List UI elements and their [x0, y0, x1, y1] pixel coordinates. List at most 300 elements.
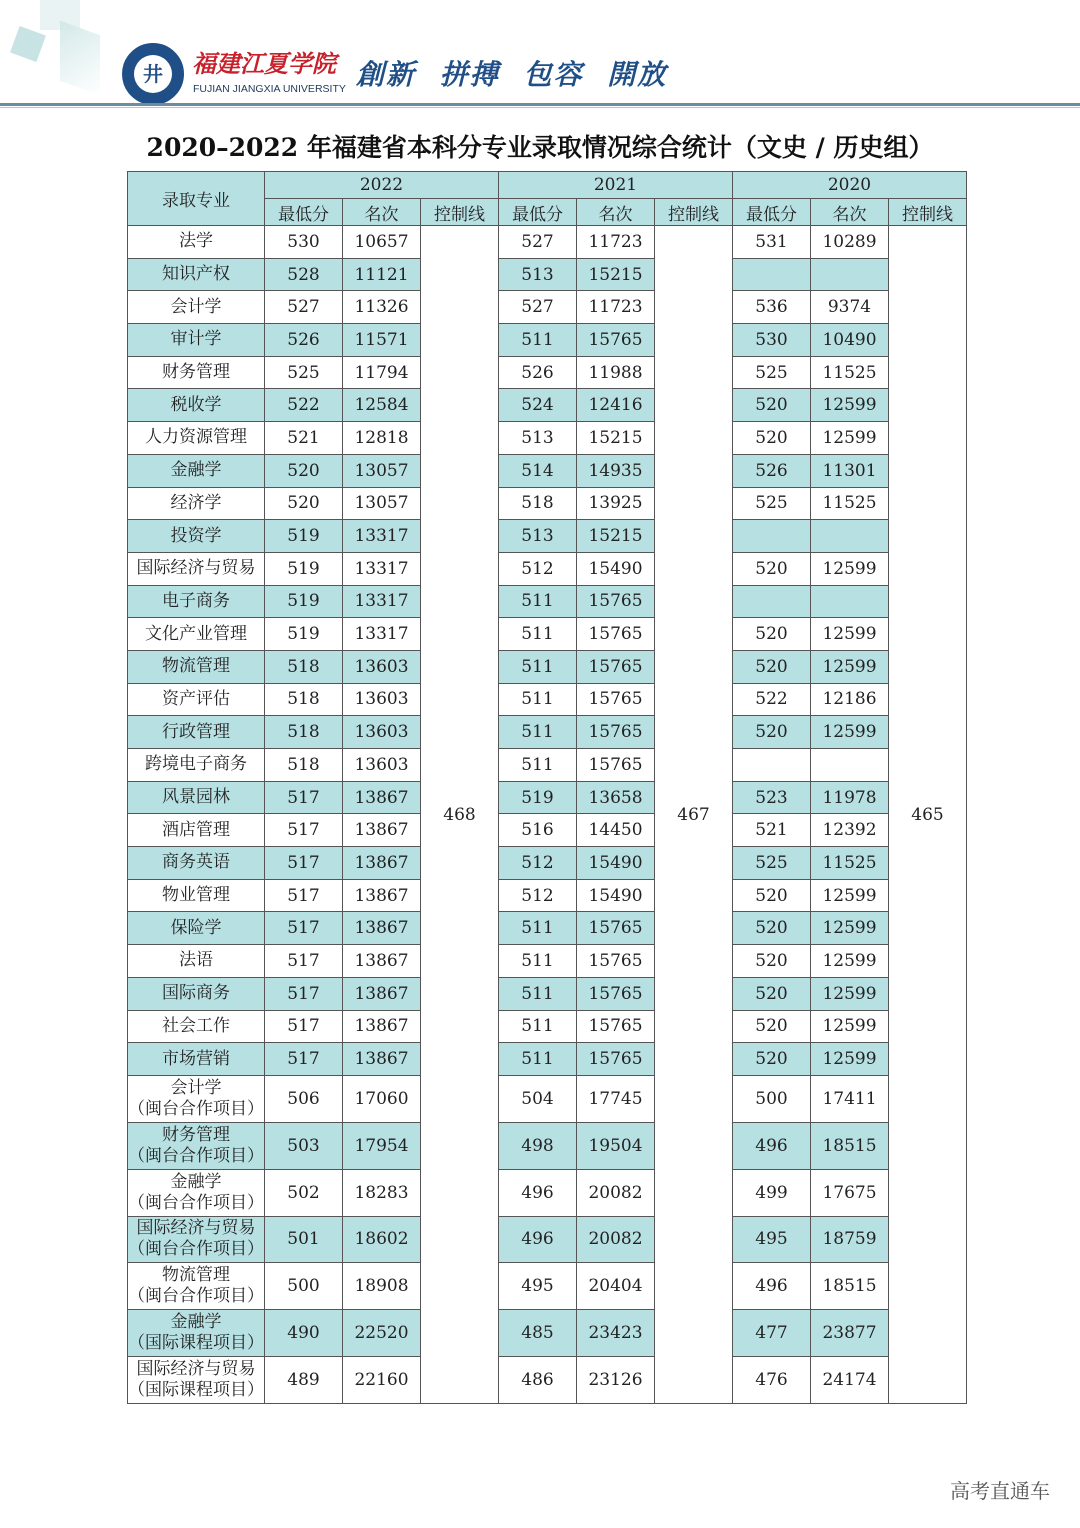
major-header: 录取专业	[128, 172, 265, 226]
min-score-cell: 525	[265, 356, 343, 389]
table-row	[128, 291, 967, 324]
min-score-cell: 521	[265, 422, 343, 455]
major-name-cell	[128, 879, 265, 912]
rank-cell: 12599	[811, 552, 889, 585]
major-name-cell	[128, 1310, 265, 1357]
major-name: 金融学	[170, 1312, 222, 1333]
major-note: （闽台合作项目）	[128, 1145, 264, 1166]
rank-cell: 12599	[811, 618, 889, 651]
rank-cell: 23423	[577, 1310, 655, 1357]
min-score-cell: 511	[499, 912, 577, 945]
rank-cell: 13867	[343, 1043, 421, 1076]
sub-header: 最低分	[733, 199, 811, 226]
major-name: 风景园林	[162, 787, 230, 808]
min-score-cell: 511	[499, 324, 577, 357]
min-score-cell	[733, 749, 811, 782]
rank-cell: 12818	[343, 422, 421, 455]
rank-cell: 12584	[343, 389, 421, 422]
university-name-cn: 福建江夏学院	[192, 49, 336, 78]
major-name: 跨境电子商务	[145, 754, 247, 775]
min-score-cell: 520	[733, 1010, 811, 1043]
rank-cell: 11794	[343, 356, 421, 389]
major-name: 金融学	[170, 1171, 222, 1192]
major-name: 法语	[179, 950, 213, 971]
min-score-cell: 520	[733, 650, 811, 683]
rank-cell: 15765	[577, 1043, 655, 1076]
min-score-cell: 521	[733, 814, 811, 847]
rank-cell	[811, 520, 889, 553]
min-score-cell: 520	[733, 552, 811, 585]
table-row	[128, 749, 967, 782]
rank-cell: 9374	[811, 291, 889, 324]
rank-cell: 10289	[811, 226, 889, 259]
rank-cell: 15765	[577, 650, 655, 683]
rank-cell: 13867	[343, 781, 421, 814]
rank-cell: 11723	[577, 291, 655, 324]
major-name-cell	[128, 781, 265, 814]
rank-cell: 22160	[343, 1357, 421, 1404]
min-score-cell: 522	[265, 389, 343, 422]
rank-cell: 12392	[811, 814, 889, 847]
min-score-cell: 511	[499, 683, 577, 716]
major-name: 市场营销	[162, 1048, 230, 1069]
rank-cell: 13057	[343, 454, 421, 487]
min-score-cell: 476	[733, 1357, 811, 1404]
min-score-cell: 513	[499, 422, 577, 455]
major-name: 金融学	[170, 460, 222, 481]
min-score-cell: 503	[265, 1122, 343, 1169]
major-name-cell	[128, 487, 265, 520]
table-row	[128, 716, 967, 749]
min-score-cell: 513	[499, 520, 577, 553]
table-row	[128, 650, 967, 683]
control-line-cell: 465	[889, 226, 967, 1404]
table-row	[128, 618, 967, 651]
rank-cell: 15765	[577, 977, 655, 1010]
sub-header: 名次	[343, 199, 421, 226]
rank-cell: 11525	[811, 487, 889, 520]
rank-cell: 17954	[343, 1122, 421, 1169]
rank-cell: 12599	[811, 1043, 889, 1076]
min-score-cell: 530	[733, 324, 811, 357]
rank-cell	[811, 585, 889, 618]
min-score-cell: 498	[499, 1122, 577, 1169]
min-score-cell: 511	[499, 585, 577, 618]
major-name-cell	[128, 945, 265, 978]
rank-cell: 15490	[577, 879, 655, 912]
major-name: 投资学	[170, 525, 222, 546]
major-name: 国际商务	[162, 983, 230, 1004]
decorative-shape	[10, 26, 46, 62]
min-score-cell: 512	[499, 552, 577, 585]
min-score-cell: 496	[733, 1263, 811, 1310]
min-score-cell: 520	[265, 454, 343, 487]
major-name-cell	[128, 520, 265, 553]
sub-header: 控制线	[421, 199, 499, 226]
rank-cell: 12599	[811, 912, 889, 945]
min-score-cell: 516	[499, 814, 577, 847]
table-row	[128, 226, 967, 259]
watermark: 高考直通车	[950, 1479, 1050, 1503]
major-name-cell	[128, 650, 265, 683]
major-name: 知识产权	[162, 264, 230, 285]
min-score-cell: 496	[499, 1169, 577, 1216]
rank-cell: 22520	[343, 1310, 421, 1357]
min-score-cell: 511	[499, 650, 577, 683]
rank-cell: 15765	[577, 716, 655, 749]
rank-cell: 13317	[343, 552, 421, 585]
rank-cell: 11326	[343, 291, 421, 324]
rank-cell: 19504	[577, 1122, 655, 1169]
table-row	[128, 847, 967, 880]
table-row	[128, 1216, 967, 1263]
table-row	[128, 324, 967, 357]
control-line-cell: 468	[421, 226, 499, 1404]
major-name-cell	[128, 585, 265, 618]
rank-cell: 18759	[811, 1216, 889, 1263]
rank-cell: 14935	[577, 454, 655, 487]
year-header: 2020	[733, 172, 967, 199]
min-score-cell: 525	[733, 487, 811, 520]
major-note: （闽台合作项目）	[128, 1192, 264, 1213]
min-score-cell: 511	[499, 945, 577, 978]
table-row	[128, 454, 967, 487]
rank-cell: 23126	[577, 1357, 655, 1404]
rank-cell: 12186	[811, 683, 889, 716]
min-score-cell	[733, 585, 811, 618]
table-row	[128, 422, 967, 455]
major-name: 商务英语	[162, 852, 230, 873]
min-score-cell: 514	[499, 454, 577, 487]
major-name: 保险学	[170, 917, 222, 938]
rank-cell: 11571	[343, 324, 421, 357]
rank-cell: 14450	[577, 814, 655, 847]
min-score-cell: 517	[265, 1010, 343, 1043]
major-name-cell	[128, 683, 265, 716]
rank-cell: 11121	[343, 258, 421, 291]
min-score-cell: 495	[499, 1263, 577, 1310]
rank-cell: 12599	[811, 422, 889, 455]
table-row	[128, 683, 967, 716]
table-row	[128, 814, 967, 847]
sub-header: 名次	[577, 199, 655, 226]
rank-cell: 11525	[811, 847, 889, 880]
decorative-shape	[60, 21, 100, 96]
min-score-cell: 520	[733, 716, 811, 749]
min-score-cell: 520	[733, 945, 811, 978]
min-score-cell: 527	[499, 226, 577, 259]
min-score-cell: 490	[265, 1310, 343, 1357]
rank-cell: 15765	[577, 683, 655, 716]
major-name: 物流管理	[162, 1265, 230, 1286]
min-score-cell: 520	[265, 487, 343, 520]
rank-cell: 15490	[577, 552, 655, 585]
major-name-cell	[128, 618, 265, 651]
rank-cell: 12599	[811, 977, 889, 1010]
rank-cell: 15765	[577, 912, 655, 945]
rank-cell: 15765	[577, 324, 655, 357]
rank-cell: 15490	[577, 847, 655, 880]
min-score-cell: 525	[733, 847, 811, 880]
min-score-cell: 517	[265, 847, 343, 880]
min-score-cell: 519	[265, 552, 343, 585]
min-score-cell: 522	[733, 683, 811, 716]
rank-cell: 13317	[343, 618, 421, 651]
min-score-cell: 520	[733, 879, 811, 912]
major-note: （闽台合作项目）	[128, 1286, 264, 1307]
major-name: 电子商务	[162, 590, 230, 611]
min-score-cell: 511	[499, 977, 577, 1010]
year-header: 2022	[265, 172, 499, 199]
min-score-cell: 527	[499, 291, 577, 324]
major-name: 财务管理	[162, 362, 230, 383]
rank-cell: 13867	[343, 945, 421, 978]
rank-cell: 10657	[343, 226, 421, 259]
rank-cell: 12599	[811, 945, 889, 978]
major-note: （国际课程项目）	[128, 1333, 264, 1354]
rank-cell: 15765	[577, 618, 655, 651]
min-score-cell: 520	[733, 618, 811, 651]
rank-cell: 17675	[811, 1169, 889, 1216]
min-score-cell: 528	[265, 258, 343, 291]
rank-cell: 13057	[343, 487, 421, 520]
table-row	[128, 1122, 967, 1169]
major-name-cell	[128, 1263, 265, 1310]
major-name-cell	[128, 749, 265, 782]
rank-cell: 15765	[577, 749, 655, 782]
major-name: 物业管理	[162, 885, 230, 906]
rank-cell: 17060	[343, 1075, 421, 1122]
min-score-cell: 511	[499, 1043, 577, 1076]
min-score-cell: 504	[499, 1075, 577, 1122]
min-score-cell: 519	[265, 618, 343, 651]
rank-cell: 13317	[343, 585, 421, 618]
rank-cell	[811, 749, 889, 782]
min-score-cell: 489	[265, 1357, 343, 1404]
university-name-en: FUJIAN JIANGXIA UNIVERSITY	[193, 83, 346, 95]
min-score-cell: 496	[733, 1122, 811, 1169]
min-score-cell: 517	[265, 814, 343, 847]
min-score-cell: 519	[265, 520, 343, 553]
min-score-cell: 495	[733, 1216, 811, 1263]
min-score-cell: 520	[733, 1043, 811, 1076]
min-score-cell: 526	[733, 454, 811, 487]
rank-cell: 13317	[343, 520, 421, 553]
rank-cell: 12416	[577, 389, 655, 422]
table-row	[128, 585, 967, 618]
min-score-cell: 525	[733, 356, 811, 389]
min-score-cell: 500	[265, 1263, 343, 1310]
major-name: 行政管理	[162, 721, 230, 742]
university-motto: 創新 拼搏 包容 開放	[356, 58, 668, 91]
rank-cell: 13867	[343, 847, 421, 880]
logo-emblem-icon: 井	[134, 55, 172, 93]
sub-header: 名次	[811, 199, 889, 226]
table-row	[128, 1310, 967, 1357]
major-name-cell	[128, 1075, 265, 1122]
min-score-cell: 518	[265, 683, 343, 716]
min-score-cell: 511	[499, 716, 577, 749]
min-score-cell: 517	[265, 1043, 343, 1076]
major-name-cell	[128, 324, 265, 357]
table-body	[128, 226, 967, 1404]
rank-cell: 13658	[577, 781, 655, 814]
table-row	[128, 1043, 967, 1076]
rank-cell: 12599	[811, 716, 889, 749]
rank-cell: 13925	[577, 487, 655, 520]
min-score-cell: 511	[499, 1010, 577, 1043]
rank-cell: 20082	[577, 1216, 655, 1263]
major-name-cell	[128, 552, 265, 585]
rank-cell: 12599	[811, 389, 889, 422]
min-score-cell: 477	[733, 1310, 811, 1357]
rank-cell: 15215	[577, 258, 655, 291]
rank-cell: 11525	[811, 356, 889, 389]
table-row	[128, 945, 967, 978]
rank-cell: 17745	[577, 1075, 655, 1122]
rank-cell: 13603	[343, 749, 421, 782]
rank-cell: 11978	[811, 781, 889, 814]
min-score-cell: 517	[265, 977, 343, 1010]
major-name: 经济学	[170, 492, 222, 513]
min-score-cell: 520	[733, 422, 811, 455]
min-score-cell: 519	[265, 585, 343, 618]
header-divider	[0, 103, 1080, 106]
table-row	[128, 1357, 967, 1404]
rank-cell: 11723	[577, 226, 655, 259]
major-name: 文化产业管理	[145, 623, 247, 644]
rank-cell: 12599	[811, 650, 889, 683]
rank-cell: 15765	[577, 1010, 655, 1043]
admission-table	[127, 171, 967, 1404]
major-name: 国际经济与贸易	[136, 1359, 256, 1380]
rank-cell: 15765	[577, 945, 655, 978]
rank-cell: 23877	[811, 1310, 889, 1357]
min-score-cell: 506	[265, 1075, 343, 1122]
sub-header: 控制线	[655, 199, 733, 226]
min-score-cell: 517	[265, 945, 343, 978]
major-name: 审计学	[170, 329, 222, 350]
major-name: 法学	[179, 231, 213, 252]
min-score-cell: 520	[733, 977, 811, 1010]
min-score-cell: 513	[499, 258, 577, 291]
table-row	[128, 1075, 967, 1122]
min-score-cell: 523	[733, 781, 811, 814]
rank-cell: 15765	[577, 585, 655, 618]
min-score-cell	[733, 258, 811, 291]
min-score-cell: 530	[265, 226, 343, 259]
table-row	[128, 356, 967, 389]
table-row	[128, 912, 967, 945]
major-name-cell	[128, 422, 265, 455]
rank-cell: 12599	[811, 1010, 889, 1043]
min-score-cell: 520	[733, 912, 811, 945]
major-name-cell	[128, 226, 265, 259]
header-divider	[0, 107, 1080, 108]
year-header: 2021	[499, 172, 733, 199]
major-name-cell	[128, 356, 265, 389]
major-name: 国际经济与贸易	[136, 558, 256, 579]
min-score-cell: 517	[265, 781, 343, 814]
major-name-cell	[128, 454, 265, 487]
table-row	[128, 389, 967, 422]
major-name-cell	[128, 814, 265, 847]
min-score-cell: 526	[265, 324, 343, 357]
major-name: 税收学	[170, 394, 222, 415]
table-row	[128, 1169, 967, 1216]
rank-cell: 11988	[577, 356, 655, 389]
major-name: 人力资源管理	[145, 427, 247, 448]
table-row	[128, 1263, 967, 1310]
major-name: 物流管理	[162, 656, 230, 677]
control-line-cell: 467	[655, 226, 733, 1404]
major-note: （闽台合作项目）	[128, 1098, 264, 1119]
rank-cell: 15215	[577, 422, 655, 455]
min-score-cell: 512	[499, 879, 577, 912]
rank-cell: 17411	[811, 1075, 889, 1122]
min-score-cell: 518	[499, 487, 577, 520]
rank-cell: 24174	[811, 1357, 889, 1404]
min-score-cell: 502	[265, 1169, 343, 1216]
major-name-cell	[128, 1010, 265, 1043]
table-row	[128, 879, 967, 912]
min-score-cell: 519	[499, 781, 577, 814]
major-name: 财务管理	[162, 1124, 230, 1145]
rank-cell: 18283	[343, 1169, 421, 1216]
min-score-cell: 501	[265, 1216, 343, 1263]
table-row	[128, 552, 967, 585]
table-row	[128, 1010, 967, 1043]
rank-cell: 20404	[577, 1263, 655, 1310]
rank-cell: 10490	[811, 324, 889, 357]
min-score-cell	[733, 520, 811, 553]
rank-cell: 13867	[343, 814, 421, 847]
major-name: 会计学	[170, 1077, 222, 1098]
min-score-cell: 520	[733, 389, 811, 422]
major-name-cell	[128, 1043, 265, 1076]
major-name-cell	[128, 716, 265, 749]
min-score-cell: 511	[499, 618, 577, 651]
major-name: 社会工作	[162, 1015, 230, 1036]
rank-cell: 11301	[811, 454, 889, 487]
min-score-cell: 512	[499, 847, 577, 880]
rank-cell: 13603	[343, 650, 421, 683]
major-name: 会计学	[170, 296, 222, 317]
rank-cell: 13867	[343, 912, 421, 945]
rank-cell: 13867	[343, 1010, 421, 1043]
min-score-cell: 486	[499, 1357, 577, 1404]
min-score-cell: 536	[733, 291, 811, 324]
min-score-cell: 527	[265, 291, 343, 324]
min-score-cell: 511	[499, 749, 577, 782]
major-name-cell	[128, 258, 265, 291]
sub-header: 控制线	[889, 199, 967, 226]
rank-cell: 12599	[811, 879, 889, 912]
major-note: （闽台合作项目）	[128, 1239, 264, 1260]
major-name-cell	[128, 389, 265, 422]
major-name: 酒店管理	[162, 819, 230, 840]
rank-cell: 13867	[343, 977, 421, 1010]
page-title: 2020–2022 年福建省本科分专业录取情况综合统计（文史 / 历史组）	[146, 133, 934, 162]
rank-cell: 18908	[343, 1263, 421, 1310]
table-row	[128, 258, 967, 291]
table-row	[128, 781, 967, 814]
major-name-cell	[128, 1122, 265, 1169]
rank-cell: 15215	[577, 520, 655, 553]
major-name: 资产评估	[162, 688, 230, 709]
min-score-cell: 496	[499, 1216, 577, 1263]
rank-cell: 13603	[343, 716, 421, 749]
